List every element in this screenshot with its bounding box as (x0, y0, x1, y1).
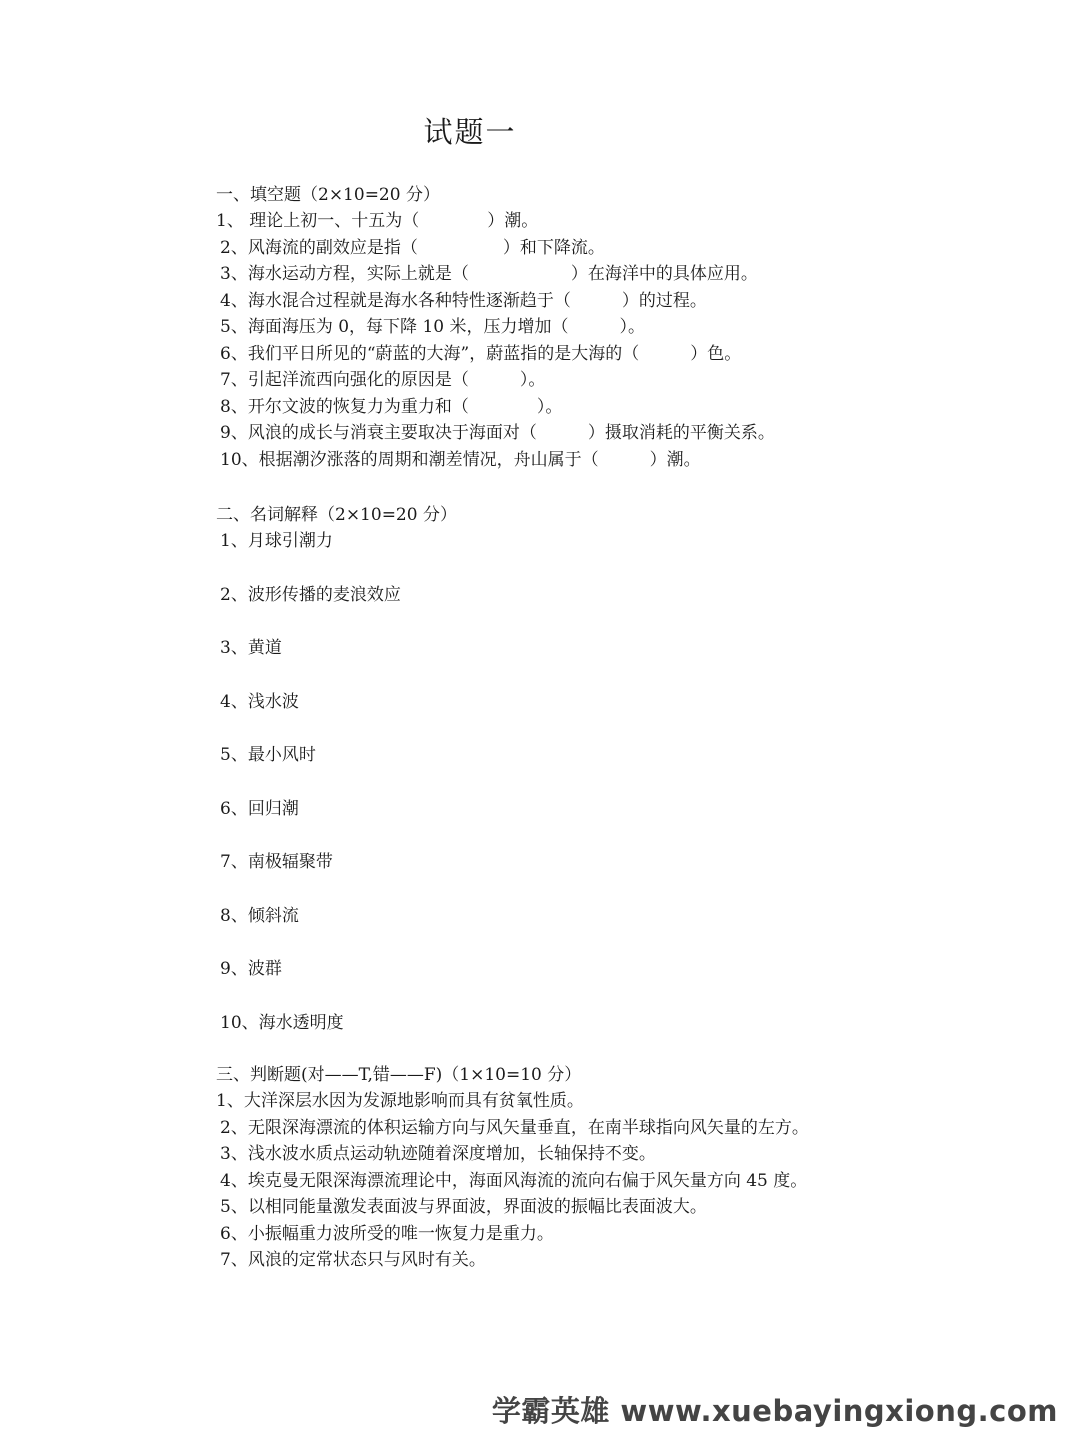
term-item: 4、浅水波 (220, 691, 299, 712)
question-line: 3、海水运动方程，实际上就是（ ）在海洋中的具体应用。 (220, 264, 758, 284)
question-line: 9、风浪的成长与消衰主要取决于海面对（ ）摄取消耗的平衡关系。 (220, 423, 775, 443)
term-item: 3、黄道 (220, 638, 282, 658)
question-line: 1、大洋深层水因为发源地影响而具有贫氧性质。 (216, 1091, 584, 1111)
question-line: 7、引起洋流西向强化的原因是（ ）。 (220, 370, 546, 390)
section-heading: 二、名词解释（2×10=20 分） (216, 505, 457, 525)
question-line: 2、风海流的副效应是指（ ）和下降流。 (220, 237, 605, 258)
term-item: 9、波群 (220, 959, 282, 979)
question-line: 1、 理论上初一、十五为（ ）潮。 (216, 211, 539, 231)
question-line: 4、海水混合过程就是海水各种特性逐渐趋于（ ）的过程。 (220, 290, 707, 311)
section-term-definitions (216, 502, 976, 1063)
question-line: 7、风浪的定常状态只与风时有关。 (220, 1250, 486, 1270)
section-heading: 一、填空题（2×10=20 分） (216, 185, 440, 205)
section-heading: 三、判断题(对——T,错——F)（1×10=10 分） (216, 1065, 582, 1085)
term-item: 5、最小风时 (220, 745, 316, 765)
page-title: 试题一 (423, 115, 517, 149)
section-fill-in-blank (216, 182, 976, 473)
term-item: 8、倾斜流 (220, 905, 299, 926)
question-line: 5、海面海压为 0，每下降 10 米，压力增加（ ）。 (220, 317, 645, 337)
question-line: 4、埃克曼无限深海漂流理论中，海面风海流的流向右偏于风矢量方向 45 度。 (220, 1170, 808, 1191)
term-item: 10、海水透明度 (220, 1012, 344, 1033)
question-line: 2、无限深海漂流的体积运输方向与风矢量垂直，在南半球指向风矢量的左方。 (220, 1117, 809, 1138)
term-item: 2、波形传播的麦浪效应 (220, 584, 401, 605)
term-item: 1、月球引潮力 (220, 531, 333, 551)
question-line: 6、小振幅重力波所受的唯一恢复力是重力。 (220, 1223, 554, 1244)
term-item: 7、南极辐聚带 (220, 852, 333, 872)
section-true-false (216, 1062, 976, 1274)
question-line: 3、浅水波水质点运动轨迹随着深度增加，长轴保持不变。 (220, 1144, 656, 1164)
term-item: 6、回归潮 (220, 798, 299, 819)
question-line: 6、我们平日所见的“蔚蓝的大海”，蔚蓝指的是大海的（ ）色。 (220, 343, 742, 364)
question-line: 8、开尔文波的恢复力为重力和（ ）。 (220, 396, 563, 417)
question-line: 10、根据潮汐涨落的周期和潮差情况，舟山属于（ ）潮。 (220, 449, 701, 470)
question-line: 5、以相同能量激发表面波与界面波，界面波的振幅比表面波大。 (220, 1197, 707, 1217)
watermark: 学霸英雄 www.xuebayingxiong.com (491, 1394, 1058, 1428)
